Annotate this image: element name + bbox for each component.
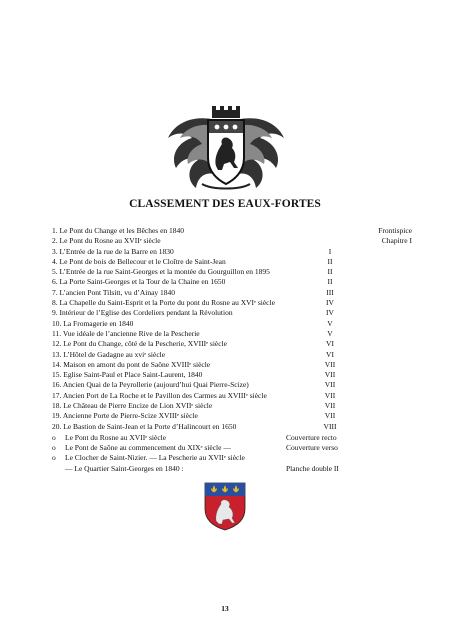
list-item [52,257,412,267]
plate-chapter-ref: VII [324,370,336,380]
list-item [52,339,412,349]
plate-title: 3. L’Entrée de la rue de la Barre en 1830 [52,246,174,256]
list-item [52,464,422,474]
plate-chapter-ref: VI [326,349,334,359]
list-item [52,411,412,421]
plate-chapter-ref: VII [324,359,336,369]
extra-plate-title: Le Pont du Rosne au XVIIᵉ siècle [65,433,167,442]
plate-chapter-ref: Frontispice [378,226,412,235]
plate-title: 20. Le Bastion de Saint-Jean et la Porte d’Halincourt en 1650 [52,421,237,431]
plate-chapter-ref: Chapitre I [381,236,412,246]
list-item [52,319,412,329]
plate-chapter-ref: I [328,246,332,256]
list-item [52,380,412,390]
plate-chapter-ref: III [326,287,334,297]
list-item [52,360,412,370]
list-item [52,350,412,360]
list-item [52,298,412,308]
plate-title: 13. L’Hôtel de Gadagne au xviᵉ siècle [52,349,166,359]
plate-title: 11. Vue idéale de l’ancienne Rive de la Pescherie [52,328,200,338]
list-item [52,370,412,380]
list-item [52,433,422,443]
list-item [52,226,412,236]
plate-title: 4. Le Pont de bois de Bellecour et le Cloître de Saint-Jean [52,256,226,266]
plate-chapter-ref: IV [326,298,334,308]
extra-plate-title: Le Pont de Saône au commencement du XIXᵉ siècle — [65,443,231,453]
list-item [52,247,412,257]
extra-plate-location: Couverture verso [286,443,338,453]
plate-chapter-ref: II [327,267,333,277]
page-title: CLASSEMENT DES EAUX-FORTES [129,198,321,210]
plate-title: 10. La Fromagerie en 1840 [52,318,134,328]
plate-chapter-ref: VI [326,339,334,349]
plate-title: 2. Le Pont du Rosne au XVIIᵉ siècle [52,236,161,246]
plate-chapter-ref: II [327,277,333,287]
coat-of-arms-engraving-icon [162,104,290,192]
plate-title: 14. Maison en amont du pont de Saône XVIIIᵉ siècle [52,359,211,369]
extra-plate-title: Le Clocher de Saint-Nizier. — La Pescherie au XVIIᵉ siècle [65,453,245,463]
plate-chapter-ref: VII [324,411,336,421]
plate-chapter-ref: IV [326,308,334,318]
bullet-marker: o [52,453,56,463]
plate-chapter-ref: II [327,256,333,266]
plate-title: 16. Ancien Quai de la Peyrollerie (aujourd’hui Quai Pierre-Scize) [52,380,249,390]
plate-title: 6. La Porte Saint-Georges et la Tour de la Chaine en 1650 [52,277,226,287]
list-item [52,422,412,432]
list-item [52,267,412,277]
list-item [52,401,412,411]
extras-list [52,433,422,474]
page-number: 13 [221,604,229,613]
list-item [52,236,412,246]
plate-title: 8. La Chapelle du Saint-Esprit et la Porte du pont du Rosne au XVIᵉ siècle [52,298,275,308]
plate-chapter-ref: V [327,328,333,338]
extra-plate-location: Planche double II [286,463,339,473]
list-item [52,329,412,339]
plate-title: 19. Ancienne Porte de Pierre-Scize XVIIIᵉ siècle [52,411,198,421]
list-item [52,453,422,463]
plate-chapter-ref: VIII [323,421,337,431]
plate-chapter-ref: V [327,318,333,328]
list-item [52,288,412,298]
plate-title: 7. L’ancien Pont Tilsitt, vu d’Ainay 1840 [52,287,176,297]
bullet-marker: o [52,433,56,442]
lyon-shield-icon [203,481,247,531]
list-item [52,443,422,453]
plate-title: 12. Le Pont du Change, côté de la Pescherie, XVIIIᵉ siècle [52,339,227,349]
list-item [52,391,412,401]
extra-plate-location: Couverture recto [286,433,337,442]
plate-title: 15. Eglise Saint-Paul et Place Saint-Laurent, 1840 [52,370,203,380]
plates-list [52,226,412,432]
plate-title: 18. Le Château de Pierre Encize de Lion XVIIᵉ siècle [52,401,213,411]
plate-chapter-ref: VII [324,401,336,411]
plate-title: 1. Le Pont du Change et les Bêches en 1840 [52,226,185,235]
plate-title: 9. Intérieur de l’Eglise des Cordeliers pendant la Révolution [52,308,233,318]
plate-title: 5. L’Entrée de la rue Saint-Georges et la montée du Gourguillon en 1895 [52,267,270,277]
list-item [52,277,412,287]
plate-chapter-ref: VII [324,380,336,390]
list-item [52,308,412,318]
plate-title: 17. Ancien Port de La Roche et le Pavillon des Carmes au XVIIIᵉ siècle [52,390,267,400]
bullet-marker: o [52,443,56,453]
plate-chapter-ref: VII [324,390,336,400]
extra-plate-title: — Le Quartier Saint-Georges en 1840 : [65,463,184,473]
